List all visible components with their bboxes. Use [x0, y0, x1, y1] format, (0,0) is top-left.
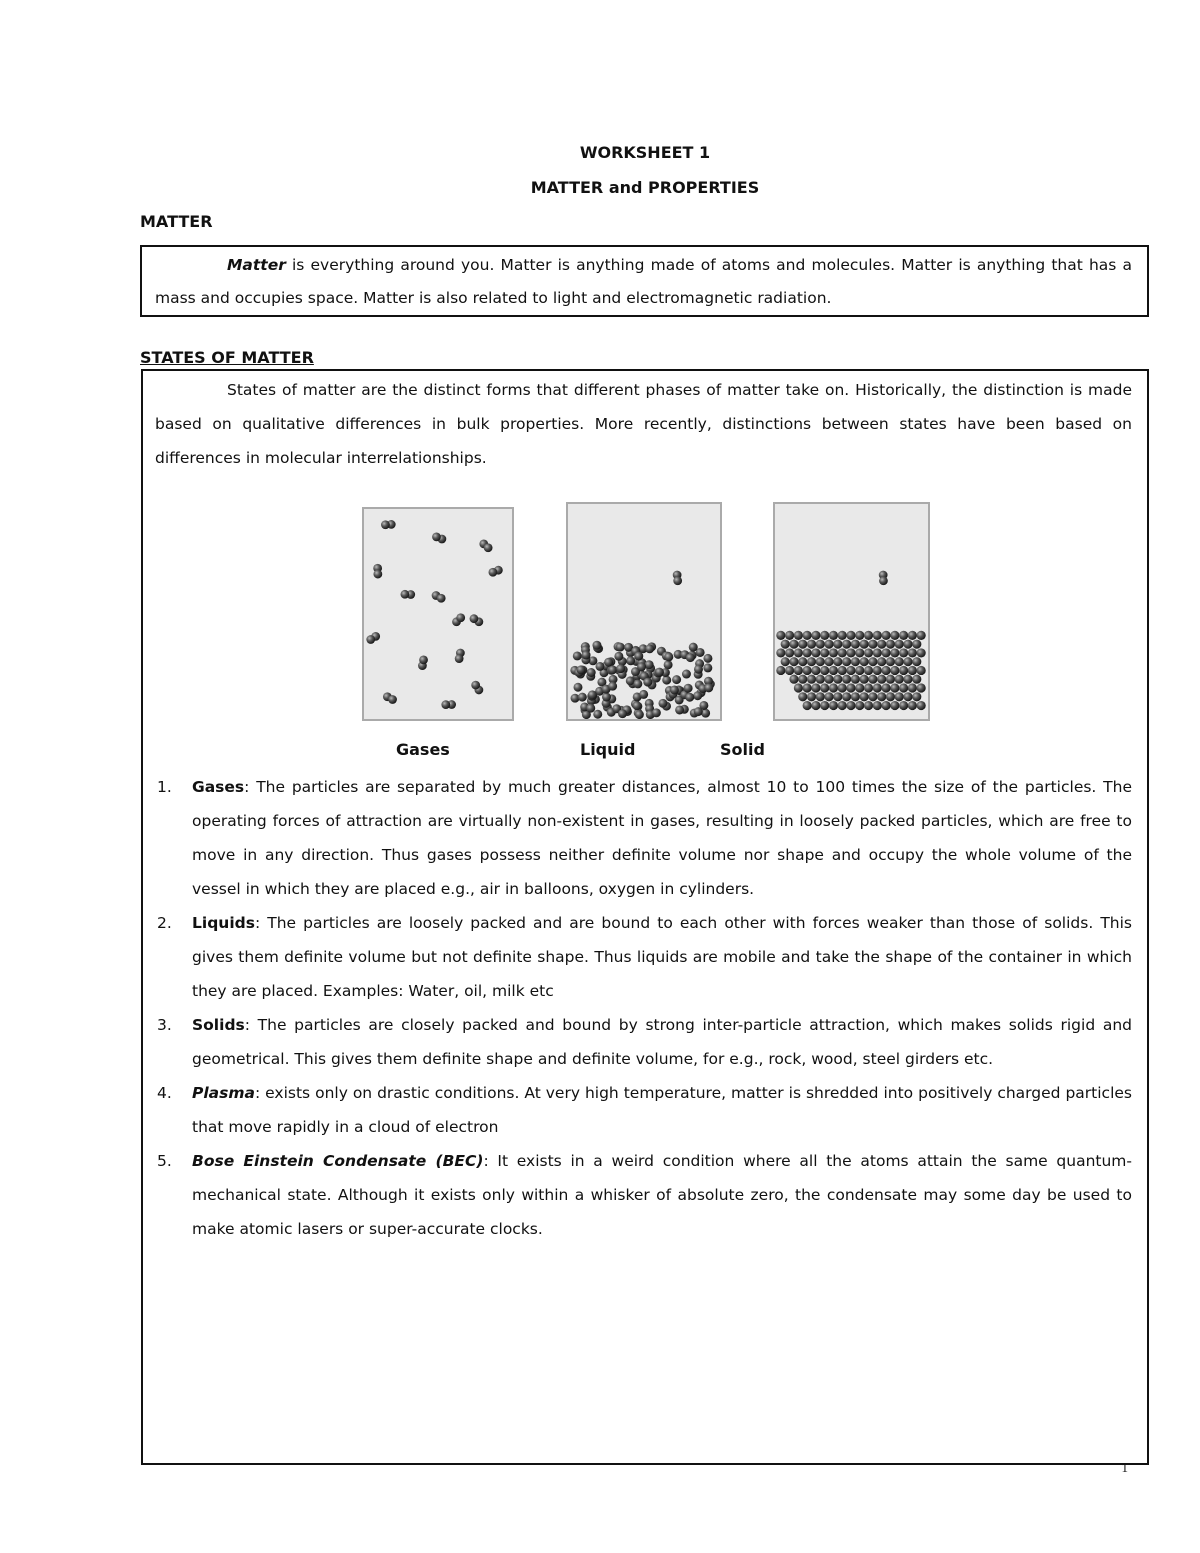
particle — [781, 657, 790, 666]
label-gases: Gases — [396, 740, 450, 759]
particle — [577, 665, 586, 674]
particle — [842, 640, 851, 649]
particle — [633, 679, 642, 688]
particle — [441, 700, 450, 709]
particle — [829, 683, 838, 692]
particle — [798, 640, 807, 649]
particle — [637, 662, 646, 671]
particle — [694, 665, 703, 674]
particle — [592, 641, 601, 650]
particle — [803, 666, 812, 675]
particle — [673, 576, 682, 585]
particle — [811, 683, 820, 692]
particle — [616, 643, 625, 652]
particle — [877, 675, 886, 684]
particle — [917, 683, 926, 692]
gas-particles-image — [362, 507, 514, 721]
particle — [789, 675, 798, 684]
particle — [833, 657, 842, 666]
particle — [877, 640, 886, 649]
particle — [864, 666, 873, 675]
particle — [596, 662, 605, 671]
particle — [388, 695, 397, 704]
particle — [846, 648, 855, 657]
particle — [776, 666, 785, 675]
particle — [373, 570, 382, 579]
particle — [917, 701, 926, 710]
particle — [776, 631, 785, 640]
particle — [882, 666, 891, 675]
particle — [833, 640, 842, 649]
particle — [899, 683, 908, 692]
particle — [432, 532, 441, 541]
particle — [899, 666, 908, 675]
particle — [855, 631, 864, 640]
particle — [578, 693, 587, 702]
particle — [838, 666, 847, 675]
particle — [645, 660, 654, 669]
particle — [868, 675, 877, 684]
particle — [877, 692, 886, 701]
particle — [899, 648, 908, 657]
particle — [471, 681, 480, 690]
particle — [851, 657, 860, 666]
particle — [484, 543, 493, 552]
particle — [851, 675, 860, 684]
particle — [903, 675, 912, 684]
particle — [846, 701, 855, 710]
particle — [807, 675, 816, 684]
particle — [789, 640, 798, 649]
particle — [882, 648, 891, 657]
particle — [846, 631, 855, 640]
states-heading: STATES OF MATTER — [140, 348, 314, 367]
particle — [816, 657, 825, 666]
particle — [908, 701, 917, 710]
particle — [789, 657, 798, 666]
particle — [794, 666, 803, 675]
particle — [912, 675, 921, 684]
particle — [842, 657, 851, 666]
particle — [825, 640, 834, 649]
particle — [785, 631, 794, 640]
particle — [855, 666, 864, 675]
particle — [864, 701, 873, 710]
particle — [890, 631, 899, 640]
particle — [895, 640, 904, 649]
particle — [670, 685, 679, 694]
particle — [868, 657, 877, 666]
particle — [614, 652, 623, 661]
particle — [586, 704, 595, 713]
worksheet-title: WORKSHEET 1 — [579, 143, 711, 162]
particle — [419, 655, 428, 664]
list-item-plasma: 4. Plasma: exists only on drastic conditions. At very high temperature, matter is shredded into positively charged particles that move rapidly in a cloud of electron — [157, 1084, 1132, 1136]
particle — [803, 701, 812, 710]
particle — [886, 675, 895, 684]
particle — [652, 708, 661, 717]
particle — [890, 666, 899, 675]
particle — [470, 614, 479, 623]
particle — [643, 678, 652, 687]
particle — [794, 648, 803, 657]
particle — [798, 657, 807, 666]
particle — [811, 648, 820, 657]
solid-particles-image — [773, 502, 930, 721]
particle — [366, 635, 375, 644]
particle — [645, 644, 654, 653]
particle — [895, 657, 904, 666]
particle — [838, 648, 847, 657]
particle — [829, 701, 838, 710]
particle — [811, 631, 820, 640]
particle — [833, 675, 842, 684]
particle — [574, 683, 583, 692]
particle — [602, 693, 611, 702]
particle — [703, 654, 712, 663]
particle — [626, 656, 635, 665]
particle — [825, 692, 834, 701]
particle — [868, 692, 877, 701]
particle — [829, 648, 838, 657]
particle — [903, 692, 912, 701]
particle — [838, 631, 847, 640]
particle — [616, 664, 625, 673]
particle — [868, 640, 877, 649]
particle — [582, 651, 591, 660]
particle — [588, 690, 597, 699]
particle — [785, 648, 794, 657]
particle — [608, 665, 617, 674]
particle — [895, 692, 904, 701]
particle — [689, 643, 698, 652]
particle — [781, 640, 790, 649]
particle — [912, 657, 921, 666]
matter-heading: MATTER — [140, 212, 213, 231]
particle — [908, 666, 917, 675]
particle — [456, 613, 465, 622]
particle — [860, 692, 869, 701]
particle — [825, 657, 834, 666]
particle — [573, 651, 582, 660]
particle — [873, 683, 882, 692]
particle — [864, 631, 873, 640]
particle — [816, 640, 825, 649]
particle — [820, 701, 829, 710]
particle — [672, 675, 681, 684]
particle — [886, 692, 895, 701]
particle — [890, 648, 899, 657]
particle — [860, 640, 869, 649]
particle — [873, 648, 882, 657]
particle — [820, 683, 829, 692]
particle — [693, 691, 702, 700]
particle — [842, 692, 851, 701]
particle — [855, 683, 864, 692]
particle — [662, 676, 671, 685]
particle — [807, 657, 816, 666]
page-number: 1 — [1121, 1460, 1128, 1475]
particle — [811, 666, 820, 675]
particle — [489, 568, 498, 577]
liquid-particles-image — [566, 502, 722, 721]
matter-definition: Matter is everything around you. Matter is anything made of atoms and molecules. Matter is anything that has a mass and occupies space. Matter is also related to light and electromagnetic radiation. — [155, 256, 1132, 307]
list-item-liquids: 2. Liquids: The particles are loosely packed and are bound to each other with forces weaker than those of solids. This gives them definite volume but not definite shape. Thus liquids are mobile and take the shape of the container in which they are placed. Examples: Water, oil, milk etc — [157, 914, 1132, 1000]
particle — [798, 675, 807, 684]
list-item-bec: 5. Bose Einstein Condensate (BEC): It exists in a weird condition where all the atoms attain the same quantum-mechanical state. Although it exists only within a whisker of absolute zero, the condensate may some day be used to make atomic lasers or super-accurate clocks. — [157, 1152, 1132, 1238]
particle — [851, 640, 860, 649]
particle — [401, 590, 410, 599]
particle — [912, 692, 921, 701]
particle — [455, 654, 464, 663]
particle — [682, 670, 691, 679]
particle — [882, 701, 891, 710]
particle — [820, 648, 829, 657]
particle — [776, 648, 785, 657]
particle — [842, 675, 851, 684]
particle — [803, 683, 812, 692]
particle — [895, 675, 904, 684]
particle — [860, 657, 869, 666]
particle — [587, 668, 596, 677]
particle — [816, 692, 825, 701]
particle — [381, 520, 390, 529]
particle — [873, 666, 882, 675]
particle — [694, 707, 703, 716]
particle — [912, 640, 921, 649]
particle — [890, 683, 899, 692]
particle — [908, 683, 917, 692]
particle — [816, 675, 825, 684]
particle — [820, 631, 829, 640]
particle — [860, 675, 869, 684]
particle — [851, 692, 860, 701]
worksheet-subtitle: MATTER and PROPERTIES — [530, 178, 760, 197]
particle — [675, 705, 684, 714]
particle — [593, 710, 602, 719]
particle — [917, 648, 926, 657]
particle — [886, 657, 895, 666]
particle — [846, 666, 855, 675]
particle — [639, 690, 648, 699]
particle — [785, 666, 794, 675]
particle — [798, 692, 807, 701]
particle — [608, 682, 617, 691]
label-solid: Solid — [720, 740, 765, 759]
particle — [803, 631, 812, 640]
particle — [664, 660, 673, 669]
particle — [846, 683, 855, 692]
list-item-gases: 1. Gases: The particles are separated by much greater distances, almost 10 to 100 times the size of the particles. The operating forces of attraction are virtually non-existent in gases, resulting in loosely packed particles, which are free to move in any direction. Thus gases possess neither definite volume nor shape and occupy the whole volume of the vessel in which they are placed e.g., air in balloons, oxygen in cylinders. — [157, 778, 1132, 898]
particle — [829, 666, 838, 675]
states-list — [155, 770, 1132, 1246]
list-item-solids: 3. Solids: The particles are closely packed and bound by strong inter-particle attraction, which makes solids rigid and geometrical. This gives them definite shape and definite volume, for e.g., rock, wood, steel girders etc. — [157, 1016, 1132, 1068]
particle — [635, 710, 644, 719]
particle — [703, 663, 712, 672]
particle — [437, 594, 446, 603]
particle — [899, 701, 908, 710]
particle — [882, 631, 891, 640]
particle — [604, 658, 613, 667]
particle — [684, 684, 693, 693]
matter-term: Matter — [227, 256, 286, 274]
particle — [825, 675, 834, 684]
particle — [807, 640, 816, 649]
particle — [704, 683, 713, 692]
particle — [803, 648, 812, 657]
particle — [879, 576, 888, 585]
particle — [903, 640, 912, 649]
particle — [833, 692, 842, 701]
particle — [838, 701, 847, 710]
states-intro: States of matter are the distinct forms that different phases of matter take on. Historically, the distinction is made based on qualitative differences in bulk properties. More recently, distinctions between states have been based on differences in molecular interrelationships. — [155, 381, 1132, 467]
particle — [917, 631, 926, 640]
particle — [864, 683, 873, 692]
particle — [685, 693, 694, 702]
particle — [873, 631, 882, 640]
particle — [873, 701, 882, 710]
particle — [882, 683, 891, 692]
particle — [658, 699, 667, 708]
particle — [903, 657, 912, 666]
particle — [794, 683, 803, 692]
particle — [632, 701, 641, 710]
particle — [864, 648, 873, 657]
particle — [908, 631, 917, 640]
particle — [829, 631, 838, 640]
particle — [890, 701, 899, 710]
particle — [807, 692, 816, 701]
particle — [855, 648, 864, 657]
particle — [899, 631, 908, 640]
particle — [908, 648, 917, 657]
particle — [634, 652, 643, 661]
particle — [886, 640, 895, 649]
particle — [794, 631, 803, 640]
particle — [877, 657, 886, 666]
particle — [917, 666, 926, 675]
particle — [655, 668, 664, 677]
particle — [838, 683, 847, 692]
particle — [855, 701, 864, 710]
particle — [686, 653, 695, 662]
particle — [811, 701, 820, 710]
label-liquid: Liquid — [580, 740, 636, 759]
particle — [618, 709, 627, 718]
particle — [664, 652, 673, 661]
particle — [820, 666, 829, 675]
